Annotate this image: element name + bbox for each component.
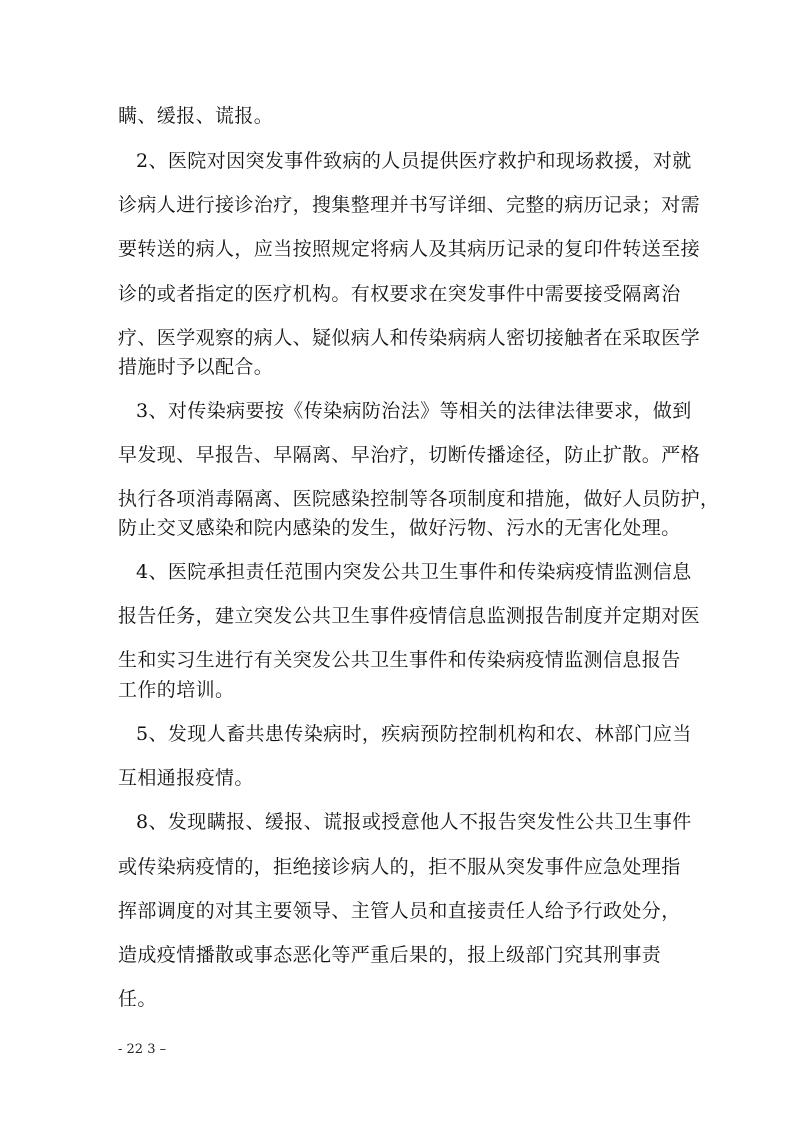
text-line-2: 2、医院对因突发事件致病的人员提供医疗救护和现场救援，对就: [136, 150, 692, 172]
text-line-3: 诊病人进行接诊治疗，搜集整理并书写详细、完整的病历记录；对需: [118, 194, 701, 216]
text-line-14: 生和实习生进行有关突发公共卫生事件和传染病疫情监测信息报告: [118, 649, 681, 671]
text-line-15: 工作的培训。: [118, 679, 235, 701]
text-line-21: 造成疫情播散或事态恶化等严重后果的，报上级部门究其刑事责: [118, 944, 662, 966]
text-line-5: 诊的或者指定的医疗机构。有权要求在突发事件中需要接受隔离治: [118, 283, 681, 305]
text-line-22: 任。: [118, 988, 157, 1010]
text-line-6: 疗、医学观察的病人、疑似病人和传染病病人密切接触者在采取医学: [118, 327, 701, 349]
text-line-20: 挥部调度的对其主要领导、主管人员和直接责任人给予行政处分，: [118, 900, 681, 922]
text-line-11: 防止交叉感染和院内感染的发生，做好污物、污水的无害化处理。: [118, 517, 681, 539]
text-line-10: 执行各项消毒隔离、医院感染控制等各项制度和措施，做好人员防护，: [118, 488, 720, 510]
text-line-8: 3、对传染病要按《传染病防治法》等相关的法律法律要求，做到: [136, 400, 692, 422]
text-line-13: 报告任务，建立突发公共卫生事件疫情信息监测报告制度并定期对医: [118, 605, 701, 627]
page-number: - 22 3 –: [118, 1042, 167, 1057]
text-line-4: 要转送的病人，应当按照规定将病人及其病历记录的复印件转送至接: [118, 238, 701, 260]
text-line-18: 8、发现瞒报、缓报、谎报或授意他人不报告突发性公共卫生事件: [136, 811, 692, 833]
text-line-19: 或传染病疫情的，拒绝接诊病人的，拒不服从突发事件应急处理指: [118, 856, 681, 878]
text-line-16: 5、发现人畜共患传染病时，疾病预防控制机构和农、林部门应当: [136, 723, 692, 745]
text-line-7: 措施时予以配合。: [118, 356, 274, 378]
text-line-12: 4、医院承担责任范围内突发公共卫生事件和传染病疫情监测信息: [136, 561, 692, 583]
text-line-9: 早发现、早报告、早隔离、早治疗，切断传播途径，防止扩散。严格: [118, 444, 701, 466]
text-line-1: 瞒、缓报、谎报。: [118, 105, 274, 127]
text-line-17: 互相通报疫情。: [118, 767, 254, 789]
